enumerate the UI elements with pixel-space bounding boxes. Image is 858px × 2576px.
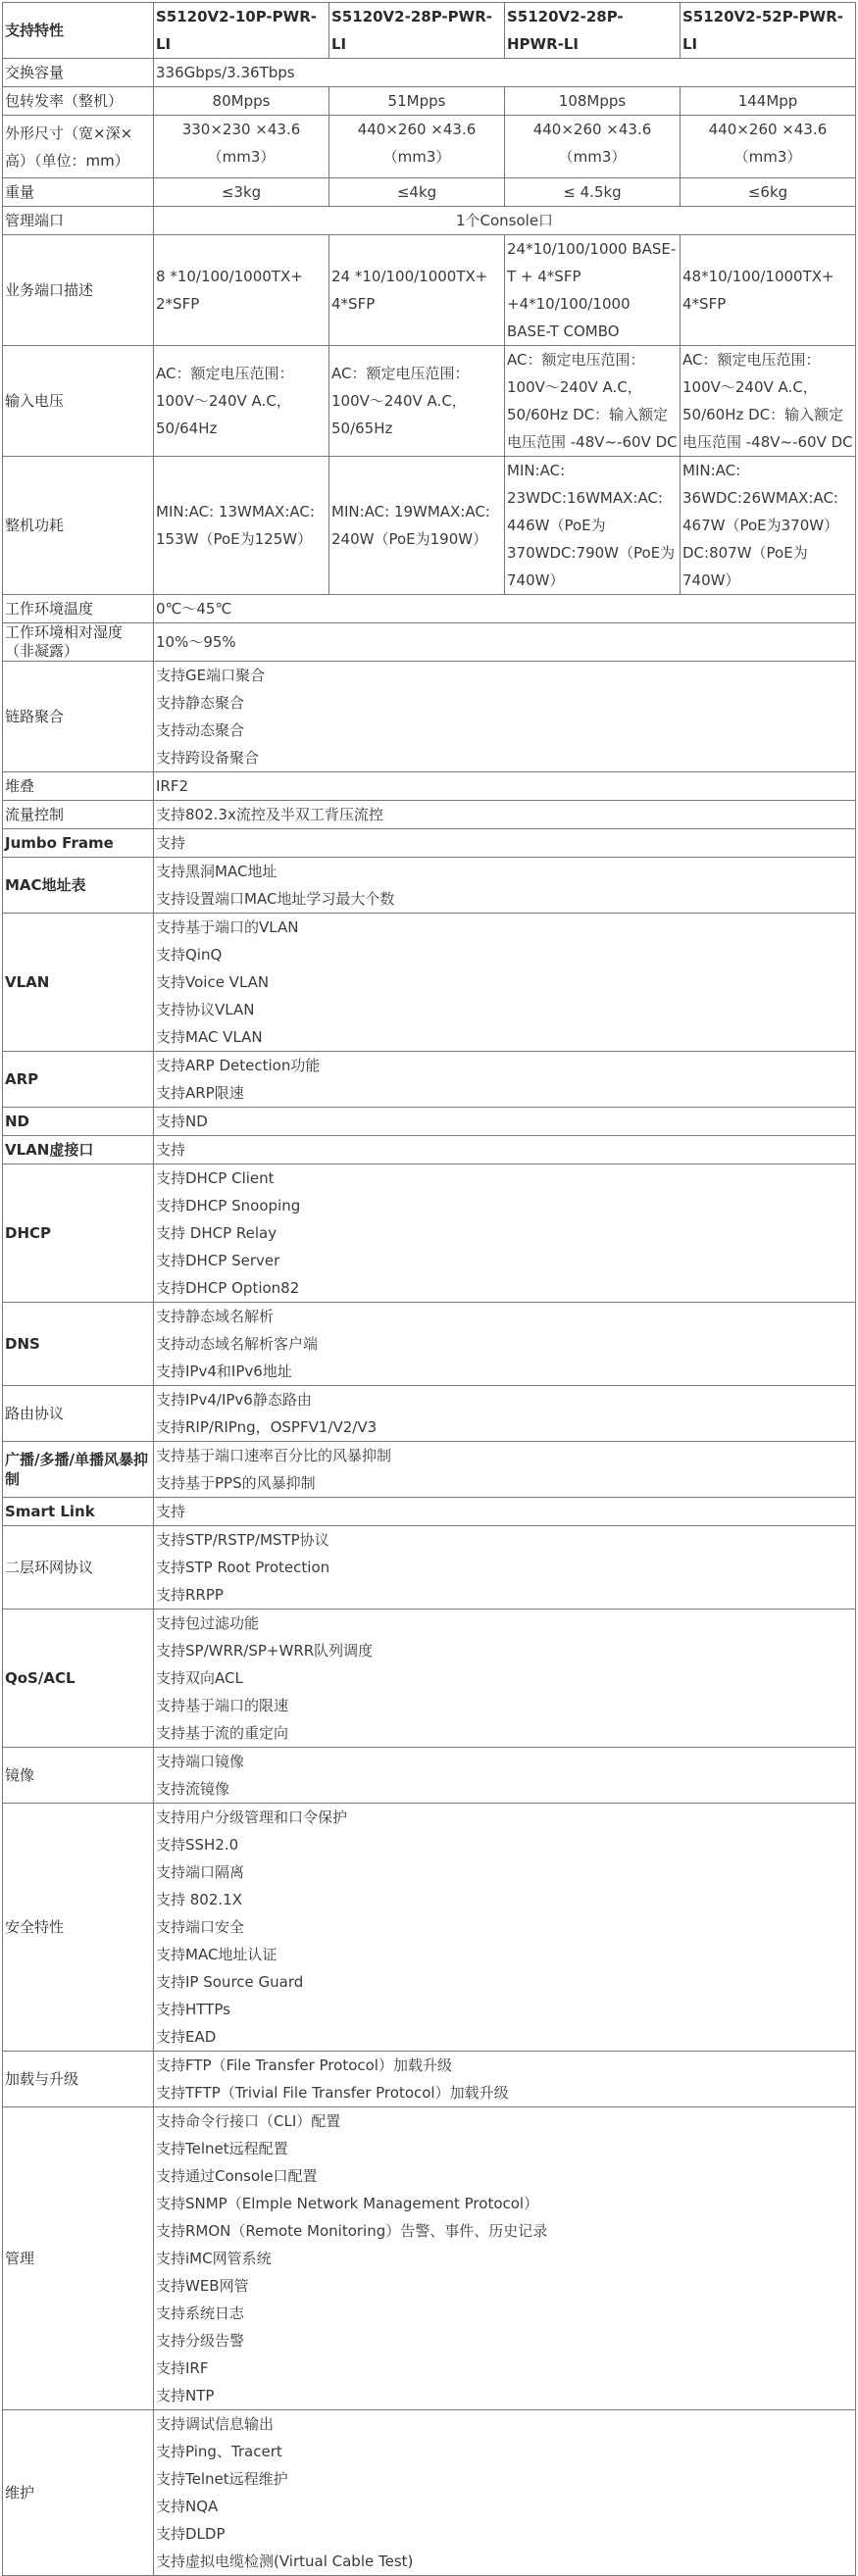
feature-item: 支持DHCP Option82 [156,1279,300,1297]
feature-item: 支持用户分级管理和口令保护 [156,1808,348,1826]
feature-list [154,1748,856,1804]
feature-item: 支持端口安全 [156,1918,245,1936]
humidity-row [3,623,856,662]
feature-item: 支持HTTPs [156,2001,230,2018]
cell-value: 51Mpps [329,87,505,116]
row-label: 交换容量 [3,59,154,87]
cell-value: ≤ 4.5kg [505,178,681,207]
feature-item: 支持iMC网管系统 [156,2250,272,2267]
cell-value: 330×230 ×43.6（mm3） [154,116,329,178]
feature-item: 支持静态聚合 [156,694,245,712]
cell-value: AC：额定电压范围：100V～240V A.C，50/65Hz [329,346,505,457]
row-label: DNS [3,1303,154,1386]
cell-value: ≤6kg [681,178,856,207]
feature-row [3,1108,856,1136]
feature-list [154,662,856,772]
feature-item: 支持端口镜像 [156,1753,245,1770]
feature-item: 支持EAD [156,2028,217,2046]
feature-item: 支持MAC地址认证 [156,1946,278,1963]
feature-item: 支持基于端口的VLAN [156,918,299,936]
feature-row [3,1804,856,2052]
feature-row [3,2107,856,2410]
feature-list [154,1610,856,1748]
feature-item: 支持DLDP [156,2525,226,2543]
row-label: ARP [3,1052,154,1108]
feature-list [154,829,856,858]
row-label: 路由协议 [3,1386,154,1442]
row-label: 二层环网协议 [3,1526,154,1610]
feature-row [3,662,856,772]
feature-list [154,2107,856,2410]
mgmt-port-value: 1个Console口 [154,207,856,235]
feature-item: 支持STP Root Protection [156,1559,330,1576]
row-label: 整机功耗 [3,457,154,595]
feature-item: 支持DHCP Server [156,1252,280,1269]
feature-item: 支持基于端口速率百分比的风暴抑制 [156,1447,392,1464]
feature-item: 支持Voice VLAN [156,973,270,991]
feature-row [3,1303,856,1386]
feature-item: 支持RMON（Remote Monitoring）告警、事件、历史记录 [156,2222,548,2240]
cell-value: AC：额定电压范围：100V～240V A.C，50/64Hz [154,346,329,457]
cell-value: 440×260 ×43.6（mm3） [329,116,505,178]
power-row [3,457,856,595]
cell-value: MIN:AC: 19WMAX:AC: 240W（PoE为190W） [329,457,505,595]
row-label: 镜像 [3,1748,154,1804]
feature-item: 支持调试信息输出 [156,2415,275,2433]
feature-item: 支持Ping、Tracert [156,2443,282,2460]
feature-item: 支持SNMP（Elmple Network Management Protocol） [156,2195,539,2212]
row-label: 包转发率（整机） [3,87,154,116]
feature-item: 支持包过滤功能 [156,1614,260,1632]
feature-item: 支持 802.1X [156,1891,242,1908]
cell-value: 144Mpp [681,87,856,116]
cell-value: 108Mpps [505,87,681,116]
feature-item: 支持 DHCP Relay [156,1224,278,1242]
switching-capacity-row [3,59,856,87]
temp-row [3,595,856,623]
feature-item: 支持基于端口的限速 [156,1697,289,1714]
row-label: DHCP [3,1164,154,1303]
cell-value: MIN:AC: 36WDC:26WMAX:AC: 467W（PoE为370W）DC:807W（PoE为740W） [681,457,856,595]
service-ports-row [3,235,856,346]
row-label: 外形尺寸（宽×深×高）（单位：mm） [3,116,154,178]
feature-item: 支持IPv4/IPv6静态路由 [156,1391,312,1409]
feature-item: 支持 [156,1503,186,1520]
humidity-value: 10%～95% [154,623,856,662]
cell-value: AC：额定电压范围：100V～240V A.C，50/60Hz DC：输入额定电压范围 -48V~-60V DC [505,346,681,457]
feature-row [3,1526,856,1610]
row-label: Jumbo Frame [3,829,154,858]
feature-item: 支持双向ACL [156,1669,243,1687]
feature-item: 支持NTP [156,2387,215,2404]
feature-item: 支持SSH2.0 [156,1836,239,1854]
feature-list [154,1108,856,1136]
feature-item: 支持 [156,1141,186,1159]
feature-list [154,1052,856,1108]
feature-item: 支持QinQ [156,946,223,964]
model-header: S5120V2-10P-PWR-LI [154,3,329,59]
row-label: 业务端口描述 [3,235,154,346]
feature-item: 支持Telnet远程配置 [156,2140,288,2157]
row-label: 加载与升级 [3,2052,154,2107]
feature-item: 支持分级告警 [156,2332,245,2350]
row-label: 流量控制 [3,801,154,829]
feature-row [3,829,856,858]
spec-table-body [3,3,856,2576]
row-label: 管理端口 [3,207,154,235]
feature-row [3,801,856,829]
feature-list [154,1804,856,2052]
feature-item: 支持IPv4和IPv6地址 [156,1362,292,1380]
feature-item: 支持系统日志 [156,2304,245,2322]
row-label: VLAN [3,914,154,1052]
spec-table [2,2,856,2576]
cell-value: 440×260 ×43.6（mm3） [681,116,856,178]
feature-list [154,1386,856,1442]
feature-item: 支持GE端口聚合 [156,667,266,684]
row-label: 链路聚合 [3,662,154,772]
feature-item: 支持NQA [156,2498,219,2515]
feature-item: 支持 [156,834,186,852]
feature-list [154,914,856,1052]
row-label: 维护 [3,2410,154,2576]
feature-item: 支持命令行接口（CLI）配置 [156,2112,341,2130]
cell-value: 440×260 ×43.6（mm3） [505,116,681,178]
row-label: Smart Link [3,1498,154,1526]
feature-item: 支持静态域名解析 [156,1308,275,1325]
feature-item: 支持设置端口MAC地址学习最大个数 [156,890,395,908]
feature-item: 支持IRF [156,2359,209,2377]
feature-item: 支持TFTP（Trivial File Transfer Protocol）加载升级 [156,2084,509,2102]
row-label: 管理 [3,2107,154,2410]
feature-item: 支持RIP/RIPng，OSPFV1/V2/V3 [156,1418,378,1436]
feature-row [3,2052,856,2107]
feature-item: 支持FTP（File Transfer Protocol）加载升级 [156,2056,452,2074]
mgmt-port-row [3,207,856,235]
feature-row [3,2410,856,2576]
feature-list [154,2410,856,2576]
feature-list [154,1164,856,1303]
feature-item: 支持通过Console口配置 [156,2167,318,2185]
feature-item: 支持RRPP [156,1586,224,1604]
feature-row [3,772,856,801]
forwarding-rate-row [3,87,856,116]
header-label: 支持特性 [3,3,154,59]
cell-value: MIN:AC: 23WDC:16WMAX:AC: 446W（PoE为370WDC:790W（PoE为740W） [505,457,681,595]
feature-item: 支持WEB网管 [156,2277,249,2295]
dimensions-row [3,116,856,178]
switching-capacity-value: 336Gbps/3.36Tbps [154,59,856,87]
row-label: 工作环境相对湿度（非凝露） [3,623,154,662]
feature-list [154,1303,856,1386]
feature-row [3,858,856,914]
row-label: 输入电压 [3,346,154,457]
feature-row [3,1386,856,1442]
row-label: 广播/多播/单播风暴抑制 [3,1442,154,1498]
feature-row [3,1748,856,1804]
feature-list [154,801,856,829]
row-label: 工作环境温度 [3,595,154,623]
input-voltage-row [3,346,856,457]
feature-item: 支持STP/RSTP/MSTP协议 [156,1531,329,1549]
feature-item: 支持协议VLAN [156,1001,255,1018]
feature-item: 支持动态聚合 [156,721,245,739]
cell-value: ≤4kg [329,178,505,207]
feature-item: 支持IP Source Guard [156,1973,304,1991]
feature-item: 支持基于流的重定向 [156,1724,289,1742]
feature-row [3,1442,856,1498]
feature-item: 支持流镜像 [156,1780,230,1798]
feature-item: 支持DHCP Snooping [156,1197,301,1214]
feature-item: 支持ARP Detection功能 [156,1057,321,1074]
row-label: ND [3,1108,154,1136]
feature-row [3,1498,856,1526]
cell-value: 8 *10/100/1000TX+ 2*SFP [154,235,329,346]
feature-row [3,1136,856,1164]
feature-item: 支持黑洞MAC地址 [156,863,278,880]
feature-list [154,1136,856,1164]
feature-item: 支持跨设备聚合 [156,749,260,767]
feature-list [154,772,856,801]
feature-item: 支持SP/WRR/SP+WRR队列调度 [156,1642,374,1660]
feature-item: 支持DHCP Client [156,1169,275,1187]
feature-item: IRF2 [156,777,189,795]
cell-value: 24*10/100/1000 BASE-T + 4*SFP +4*10/100/1000 BASE-T COMBO [505,235,681,346]
feature-item: 支持ARP限速 [156,1084,244,1102]
feature-item: 支持Telnet远程维护 [156,2470,288,2488]
feature-item: 支持基于PPS的风暴抑制 [156,1474,316,1492]
cell-value: ≤3kg [154,178,329,207]
feature-list [154,2052,856,2107]
header-row [3,3,856,59]
feature-row [3,1610,856,1748]
row-label: MAC地址表 [3,858,154,914]
cell-value: MIN:AC: 13WMAX:AC: 153W（PoE为125W） [154,457,329,595]
model-header: S5120V2-28P-PWR-LI [329,3,505,59]
cell-value: 24 *10/100/1000TX+ 4*SFP [329,235,505,346]
weight-row [3,178,856,207]
feature-row [3,914,856,1052]
row-label: 重量 [3,178,154,207]
row-label: QoS/ACL [3,1610,154,1748]
row-label: 安全特性 [3,1804,154,2052]
feature-item: 支持802.3x流控及半双工背压流控 [156,806,383,823]
feature-item: 支持MAC VLAN [156,1028,263,1046]
feature-list [154,1498,856,1526]
feature-item: 支持动态域名解析客户端 [156,1335,319,1353]
feature-list [154,1526,856,1610]
feature-list [154,858,856,914]
feature-row [3,1164,856,1303]
model-header: S5120V2-28P-HPWR-LI [505,3,681,59]
feature-list [154,1442,856,1498]
row-label: 堆叠 [3,772,154,801]
cell-value: 80Mpps [154,87,329,116]
row-label: VLAN虚接口 [3,1136,154,1164]
feature-item: 支持端口隔离 [156,1863,245,1881]
feature-item: 支持ND [156,1113,208,1130]
feature-item: 支持虚拟电缆检测(Virtual Cable Test) [156,2552,414,2570]
feature-row [3,1052,856,1108]
cell-value: AC：额定电压范围：100V～240V A.C，50/60Hz DC：输入额定电压范围 -48V~-60V DC [681,346,856,457]
model-header: S5120V2-52P-PWR-LI [681,3,856,59]
cell-value: 48*10/100/1000TX+ 4*SFP [681,235,856,346]
temp-value: 0℃～45℃ [154,595,856,623]
